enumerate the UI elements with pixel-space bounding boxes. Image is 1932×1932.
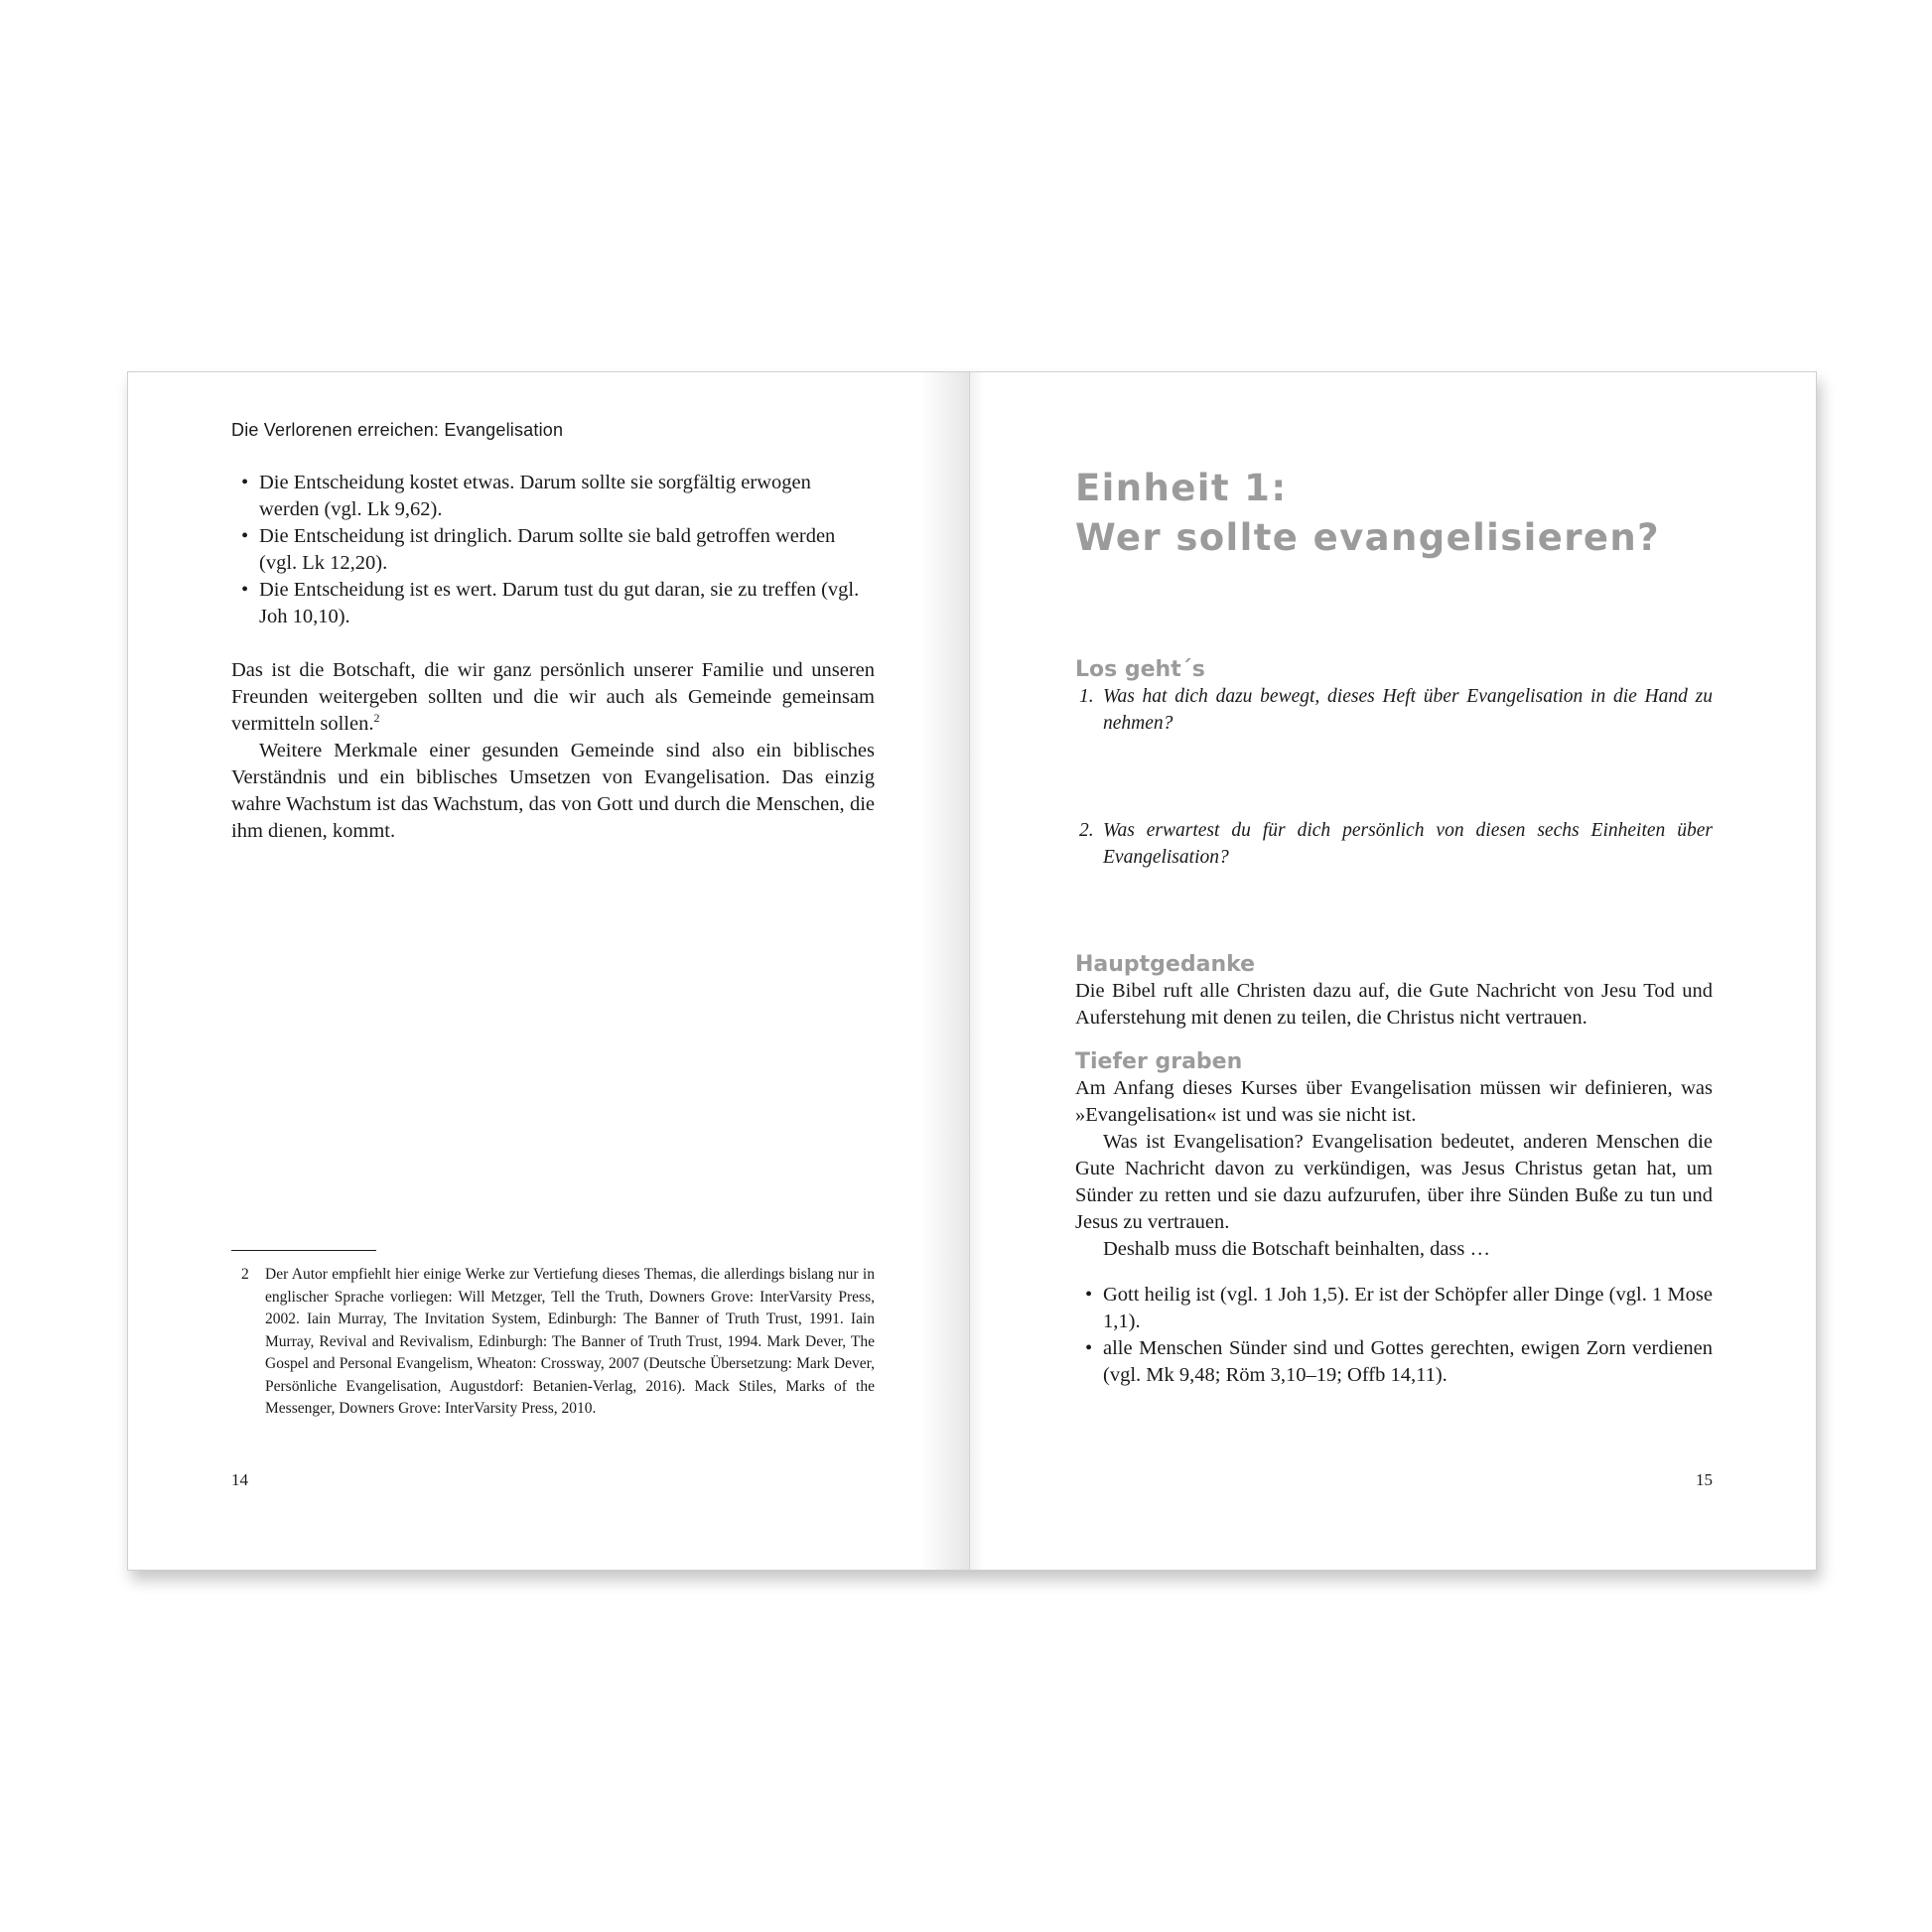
unit-title-line-2: Wer sollte evangelisieren? — [1075, 516, 1660, 559]
section-heading: Los geht´s — [1075, 657, 1205, 682]
question-item — [1075, 817, 1713, 871]
paragraph: Am Anfang dieses Kurses über Evangelisation müssen wir definieren, was »Evangelisation« ist und was sie nicht ist. — [1075, 1077, 1713, 1126]
footnote-ref[interactable]: 2 — [373, 711, 380, 726]
left-page-body — [231, 470, 875, 845]
paragraph-text: Das ist die Botschaft, die wir ganz persönlich unserer Familie und unseren Freunden weitergeben sollten und die wir auch als Gemeinde gemeinsam vermitteln sollen. — [231, 659, 875, 735]
question-number: 2. — [1079, 820, 1094, 841]
list-item: • Die Entscheidung ist es wert. Darum tust du gut daran, sie zu treffen (vgl. Joh 10,10). — [231, 577, 875, 630]
bullet-list — [1075, 1282, 1713, 1389]
list-item: • Die Entscheidung kostet etwas. Darum sollte sie sorgfältig erwogen werden (vgl. Lk 9,62). — [231, 470, 875, 523]
question-number: 1. — [1079, 686, 1094, 707]
footnote-divider — [231, 1250, 376, 1251]
section-heading: Hauptgedanke — [1075, 952, 1256, 977]
list-item: • Die Entscheidung ist dringlich. Darum sollte sie bald getroffen werden (vgl. Lk 12,20). — [231, 523, 875, 577]
footnote — [241, 1264, 875, 1421]
running-head: Die Verlorenen erreichen: Evangelisation — [231, 420, 564, 440]
left-page — [128, 372, 970, 1570]
question-text: Was hat dich dazu bewegt, dieses Heft über Evangelisation in die Hand zu nehmen? — [1103, 686, 1713, 734]
book-spread — [127, 371, 1817, 1571]
question-item — [1075, 683, 1713, 737]
footnote-number: 2 — [241, 1266, 249, 1283]
page-number: 14 — [231, 1470, 248, 1489]
footnote-text: Der Autor empfiehlt hier einige Werke zur Vertiefung dieses Themas, die allerdings bislang nur in englischer Sprache vorliegen: Will Metzger, Tell the Truth, Downers Grove: InterVarsity Press, 2002. Iain Murray, The Invitation System, Edinburgh: The Banner of Truth Trust, 1991. Iain Murray, Revival and Revivalism, Edinburgh: The Banner of Truth Trust, 1994. Mark Dever, The Gospel and Personal Evangelism, Wheaton: Crossway, 2007 (Deutsche Übersetzung: Mark Dever, Persönliche Evangelisation, Augustdorf: Betanien-Verlag, 2016). Mack Stiles, Marks of the Messenger, Downers Grove: InterVarsity Press, 2010. — [265, 1266, 875, 1417]
unit-title — [1075, 464, 1660, 563]
paragraph: Weitere Merkmale einer gesunden Gemeinde sind also ein biblisches Verständnis und ein biblisches Umsetzen von Evangelisation. Das einzig wahre Wachstum ist das Wachstum, das von Gott und durch die Menschen, die ihm dienen, kommt. — [231, 740, 875, 842]
list-item: • Gott heilig ist (vgl. 1 Joh 1,5). Er ist der Schöpfer aller Dinge (vgl. 1 Mose 1,1). — [1075, 1282, 1713, 1335]
question-list — [1075, 683, 1713, 871]
right-page-body — [1075, 656, 1713, 1389]
paragraph: Was ist Evangelisation? Evangelisation bedeutet, anderen Menschen die Gute Nachricht davon zu verkündigen, was Jesus Christus getan hat, um Sünder zu retten und sie dazu aufzurufen, über ihre Sünden Buße zu tun und Jesus zu vertrauen. — [1075, 1131, 1713, 1233]
page-number: 15 — [1696, 1470, 1713, 1489]
paragraph: Deshalb muss die Botschaft beinhalten, dass … — [1103, 1238, 1491, 1260]
section-heading: Tiefer graben — [1075, 1049, 1243, 1074]
unit-title-line-1: Einheit 1: — [1075, 467, 1288, 509]
list-item: • alle Menschen Sünder sind und Gottes gerechten, ewigen Zorn verdienen (vgl. Mk 9,48; Röm 3,10–19; Offb 14,11). — [1075, 1335, 1713, 1389]
bullet-list — [231, 470, 875, 630]
gutter-shadow — [920, 372, 970, 1570]
right-page — [970, 372, 1816, 1570]
question-text: Was erwartest du für dich persönlich von diesen sechs Einheiten über Evangelisation? — [1103, 820, 1713, 868]
paragraph — [231, 657, 875, 738]
answer-space — [1075, 737, 1713, 817]
paragraph: Die Bibel ruft alle Christen dazu auf, die Gute Nachricht von Jesu Tod und Auferstehung mit denen zu teilen, die Christus nicht vertrauen. — [1075, 980, 1713, 1029]
